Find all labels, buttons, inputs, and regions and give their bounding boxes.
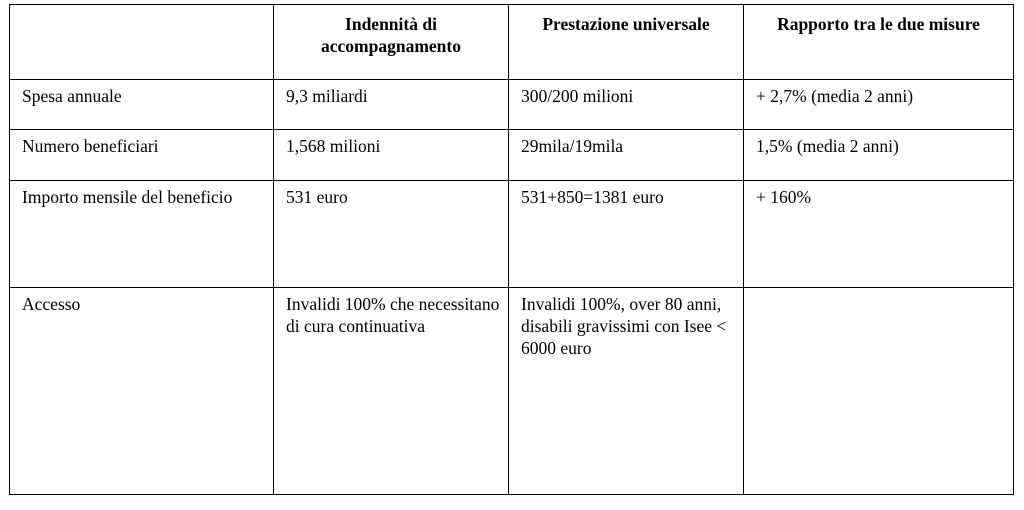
table-row bbox=[10, 181, 1014, 288]
table-cell: 300/200 milioni bbox=[509, 80, 744, 130]
table-cell: 1,5% (media 2 anni) bbox=[744, 130, 1014, 181]
comparison-table bbox=[9, 4, 1014, 495]
header-cell-prestazione: Prestazione universale bbox=[509, 5, 744, 80]
table-cell: Invalidi 100%, over 80 anni, disabili gravissimi con Isee < 6000 euro bbox=[509, 288, 744, 495]
row-label-accesso: Accesso bbox=[10, 288, 274, 495]
table-cell: Invalidi 100% che necessitano di cura continuativa bbox=[274, 288, 509, 495]
table-cell: 29mila/19mila bbox=[509, 130, 744, 181]
table-cell: 9,3 miliardi bbox=[274, 80, 509, 130]
table-row bbox=[10, 288, 1014, 495]
header-cell-indennita: Indennità di accompagnamento bbox=[274, 5, 509, 80]
table-cell: 1,568 milioni bbox=[274, 130, 509, 181]
table-cell: + 160% bbox=[744, 181, 1014, 288]
table-row bbox=[10, 80, 1014, 130]
table-cell: 531 euro bbox=[274, 181, 509, 288]
table-cell bbox=[744, 288, 1014, 495]
header-cell-empty bbox=[10, 5, 274, 80]
row-label-importo: Importo mensile del beneficio bbox=[10, 181, 274, 288]
table-cell: + 2,7% (media 2 anni) bbox=[744, 80, 1014, 130]
row-label-beneficiari: Numero beneficiari bbox=[10, 130, 274, 181]
row-label-spesa: Spesa annuale bbox=[10, 80, 274, 130]
header-cell-rapporto: Rapporto tra le due misure bbox=[744, 5, 1014, 80]
table-row bbox=[10, 130, 1014, 181]
table-header-row bbox=[10, 5, 1014, 80]
table-cell: 531+850=1381 euro bbox=[509, 181, 744, 288]
